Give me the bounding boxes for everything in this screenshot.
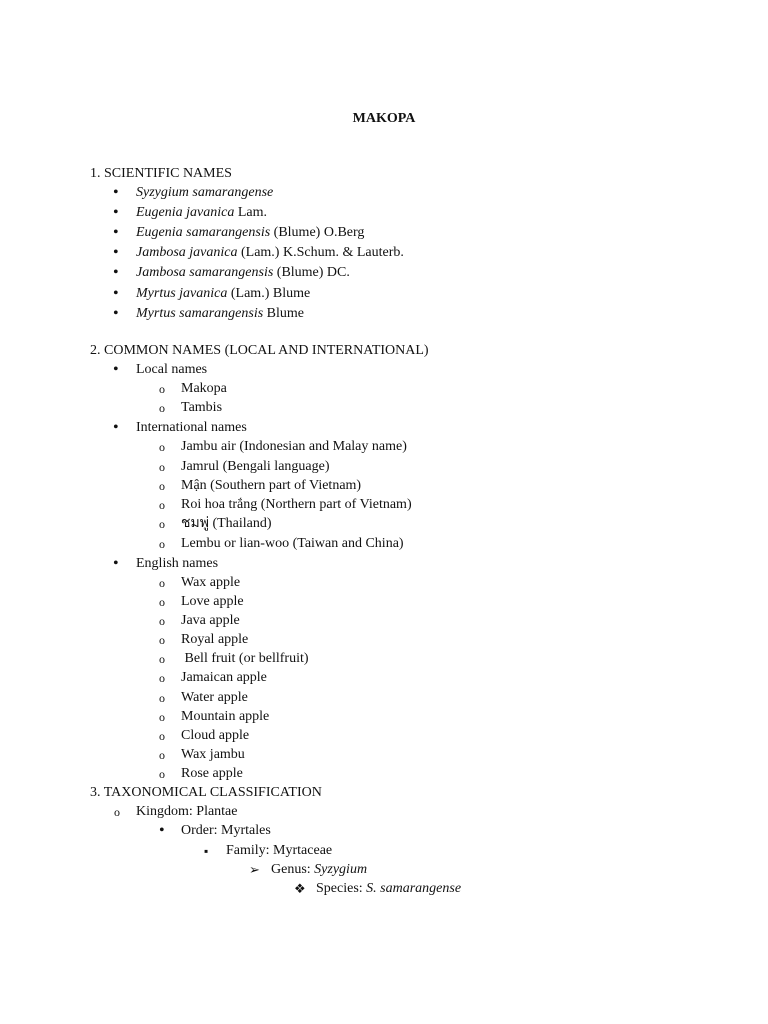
list-item: Myrtus samarangensis Blume xyxy=(136,306,305,321)
list-item: Jambosa javanica (Lam.) K.Schum. & Lauterb. xyxy=(136,245,404,260)
bullet-icon xyxy=(113,204,119,222)
circle-bullet-icon xyxy=(159,535,165,553)
list-item: Eugenia javanica Lam. xyxy=(136,205,268,220)
diamond-bullet-icon xyxy=(294,880,306,898)
bullet-icon xyxy=(113,305,119,323)
arrow-bullet-icon xyxy=(249,861,260,879)
circle-bullet-icon xyxy=(159,708,165,726)
circle-bullet-icon xyxy=(159,438,165,456)
circle-bullet-icon xyxy=(159,399,165,417)
list-item: Roi hoa trắng (Northern part of Vietnam) xyxy=(181,497,412,512)
list-item: Mận (Southern part of Vietnam) xyxy=(181,478,362,493)
list-item: Wax jambu xyxy=(181,747,245,762)
local-names-label: Local names xyxy=(136,362,208,377)
circle-bullet-icon xyxy=(159,650,165,668)
bullet-icon xyxy=(113,224,119,242)
bullet-icon xyxy=(113,361,119,379)
list-item: Syzygium samarangense xyxy=(136,185,274,200)
square-bullet-icon xyxy=(204,842,208,860)
bullet-icon xyxy=(113,264,119,282)
circle-bullet-icon xyxy=(159,689,165,707)
circle-bullet-icon xyxy=(159,574,165,592)
circle-bullet-icon xyxy=(114,803,120,821)
circle-bullet-icon xyxy=(159,496,165,514)
list-item: Jamaican apple xyxy=(181,670,267,685)
taxonomy-family: Family: Myrtaceae xyxy=(226,843,333,858)
list-item: Lembu or lian-woo (Taiwan and China) xyxy=(181,536,404,551)
list-item: Water apple xyxy=(181,690,248,705)
list-item: Mountain apple xyxy=(181,709,270,724)
list-item: Myrtus javanica (Lam.) Blume xyxy=(136,286,311,301)
list-item: Cloud apple xyxy=(181,728,250,743)
circle-bullet-icon xyxy=(159,631,165,649)
list-item: ชมพู่ (Thailand) xyxy=(181,516,272,531)
section-heading-scientific-names: 1. SCIENTIFIC NAMES xyxy=(90,166,232,181)
document-title: MAKOPA xyxy=(352,111,416,126)
taxonomy-species: Species: S. samarangense xyxy=(316,881,462,896)
circle-bullet-icon xyxy=(159,727,165,745)
list-item: Jamrul (Bengali language) xyxy=(181,459,330,474)
circle-bullet-icon xyxy=(159,477,165,495)
circle-bullet-icon xyxy=(159,746,165,764)
list-item: Java apple xyxy=(181,613,240,628)
bullet-icon xyxy=(113,555,119,573)
list-item: Royal apple xyxy=(181,632,249,647)
circle-bullet-icon xyxy=(159,458,165,476)
section-heading-common-names: 2. COMMON NAMES (LOCAL AND INTERNATIONAL) xyxy=(90,343,429,358)
list-item: Eugenia samarangensis (Blume) O.Berg xyxy=(136,225,365,240)
bullet-icon xyxy=(113,419,119,437)
circle-bullet-icon xyxy=(159,380,165,398)
taxonomy-genus: Genus: Syzygium xyxy=(271,862,368,877)
bullet-icon xyxy=(113,244,119,262)
list-item: Wax apple xyxy=(181,575,241,590)
bullet-icon xyxy=(159,822,165,840)
english-names-label: English names xyxy=(136,556,219,571)
list-item: Jambosa samarangensis (Blume) DC. xyxy=(136,265,350,280)
circle-bullet-icon xyxy=(159,593,165,611)
section-heading-taxonomical-classification: 3. TAXONOMICAL CLASSIFICATION xyxy=(90,785,322,800)
circle-bullet-icon xyxy=(159,669,165,687)
international-names-label: International names xyxy=(136,420,247,435)
circle-bullet-icon xyxy=(159,612,165,630)
list-item: Bell fruit (or bellfruit) xyxy=(181,651,309,666)
bullet-icon xyxy=(113,285,119,303)
list-item: Love apple xyxy=(181,594,244,609)
list-item: Jambu air (Indonesian and Malay name) xyxy=(181,439,407,454)
circle-bullet-icon xyxy=(159,765,165,783)
circle-bullet-icon xyxy=(159,515,165,533)
list-item: Tambis xyxy=(181,400,223,415)
list-item: Rose apple xyxy=(181,766,243,781)
list-item: Makopa xyxy=(181,381,227,396)
taxonomy-kingdom: Kingdom: Plantae xyxy=(136,804,238,819)
taxonomy-order: Order: Myrtales xyxy=(181,823,271,838)
bullet-icon xyxy=(113,184,119,202)
